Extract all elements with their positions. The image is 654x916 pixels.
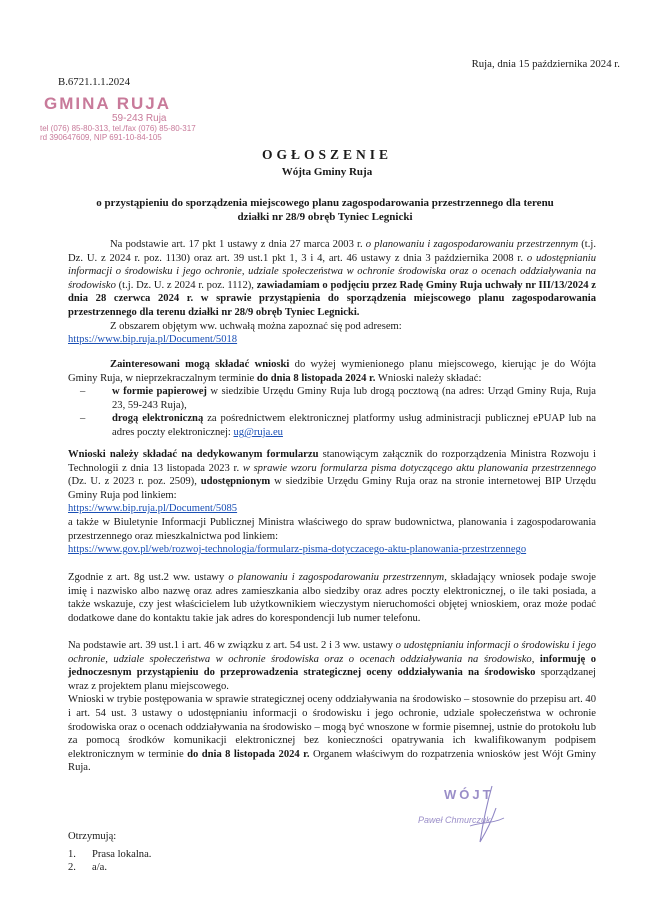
paragraph-submission [68, 358, 596, 440]
paragraph-form [68, 448, 596, 557]
deadline: do dnia 8 listopada 2024 r. [256, 372, 376, 384]
document-date: Ruja, dnia 15 października 2024 r. [471, 58, 620, 70]
text-run: Organem właściwym do rozpatrzenia wniosków jest Wójt Gminy Ruja. [68, 748, 596, 774]
text-run: , składający wniosek podaje swoje imię i nazwisko albo nazwę oraz adres zamieszkania albo siedziby oraz adres poczty elektronicznej, o ile taki posiada, a także wskazuje, czy jest właścicielem lub użytkownikiem wieczystym nieruchomości objętej wnioskiem, oraz może podać dodatkowe dane do kontaktu takie jak adres do korespondencji lub numer telefonu. [68, 572, 597, 624]
paragraph-applicant-data [68, 571, 596, 625]
stamp-name: GMINA RUJA [44, 94, 172, 113]
text-run: Z obszarem objętym ww. uchwałą można zapoznać się pod adresem: [110, 320, 402, 332]
emphasis: Zainteresowani mogą składać wnioski [110, 359, 290, 370]
regulation-title: w sprawie wzoru formularza pisma dotyczącego aktu planowania przestrzennego [242, 462, 596, 474]
text-run: do wyżej wymienionego planu miejscowego, kierując je do Wójta Gminy Ruja, w nieprzekraczalnym terminie [68, 359, 596, 384]
announcement-subject: o przystąpieniu do sporządzenia miejscowego planu zagospodarowania przestrzennego dla terenu działki nr 28/9 obręb Tyniec Legnicki [96, 197, 554, 223]
text-run: Na podstawie art. 39 ust.1 i art. 46 w związku z art. 54 ust. 2 i 3 ww. ustawy [68, 640, 396, 651]
emphasis: udostępnionym [200, 476, 271, 488]
bip-form-link[interactable]: https://www.bip.ruja.pl/Document/5085 [68, 503, 238, 515]
signature-title: WÓJT [444, 787, 494, 802]
submission-methods-list [68, 385, 596, 439]
text-run: Wnioski należy składać: [375, 372, 482, 384]
emphasis: w formie papierowej [112, 386, 207, 398]
paragraph-environmental [68, 639, 596, 775]
law-title: o udostępnianiu informacji o środowisku i jego ochronie, udziale społeczeństwa w ochronie środowiska oraz o ocenach oddziaływania na środowisko [68, 252, 596, 291]
notice-statement: zawiadamiam o podjęciu przez Radę Gminy Ruja uchwały nr III/13/2024 z dnia 28 czerwca 2024 r. w sprawie przystąpienia do sporządzenia miejscowego planu zagospodarowania przestrzennego dla terenu działki nr 28/9 obręb Tyniec Legnicki. [68, 279, 596, 318]
office-stamp [40, 94, 210, 142]
law-title: o planowaniu i zagospodarowaniu przestrzennym [228, 572, 445, 583]
page-subtitle: Wójta Gminy Ruja [281, 166, 373, 178]
text-run: (Dz. U. z 2023 r. poz. 2509), [68, 476, 201, 488]
text-run: (t.j. Dz. U. z 2024 r. poz. 1112), [115, 279, 257, 291]
dash-bullet: – [80, 386, 86, 398]
resolution-link[interactable]: https://www.bip.ruja.pl/Document/5018 [68, 334, 238, 346]
emphasis: Wnioski należy składać na dedykowanym formularzu [68, 449, 319, 460]
text-run: stanowiącym załącznik do rozporządzenia Ministra Rozwoju i Technologii z dnia 13 listopada 2023 r. [68, 449, 596, 474]
signature-name: Paweł Chmurczuk [418, 815, 491, 825]
gov-form-link[interactable]: https://www.gov.pl/web/rozwoj-technologia/formularz-pisma-dotyczacego-aktu-planowania-przestrzennego [68, 544, 527, 556]
paragraph-legal-basis [68, 238, 596, 347]
recipients-label: Otrzymują: [68, 831, 117, 842]
dash-bullet: – [80, 413, 86, 425]
text-run: Zgodnie z art. 8g ust.2 ww. ustawy [68, 572, 229, 583]
list-item [68, 412, 596, 439]
recipient-name: Prasa lokalna. [92, 848, 152, 860]
text-run: a także w Biuletynie Informacji Publicznej Ministra właściwego do spraw budownictwa, planowania i zagospodarowania przestrzennego oraz mieszkalnictwa pod linkiem: [68, 516, 596, 542]
recipients-section [68, 830, 268, 875]
law-title: o udostępnianiu informacji o środowisku i jego ochronie, udziale społeczeństwa w ochronie środowiska oraz o ocenach oddziaływania na środowisko [68, 640, 596, 665]
signature-stamp [400, 782, 580, 842]
text-run: , [531, 653, 540, 665]
recipients-list [68, 848, 268, 875]
law-title: o planowaniu i zagospodarowaniu przestrzennym [365, 239, 579, 250]
notice-statement: informuję o jednoczesnym przystąpieniu do przeprowadzenia strategicznej oceny oddziaływania na środowisko [68, 653, 596, 679]
case-reference: B.6721.1.1.2024 [58, 76, 130, 88]
text-run: Na podstawie art. 17 pkt 1 ustawy z dnia 27 marca 2003 r. [110, 239, 366, 250]
list-number: 2. [68, 862, 76, 874]
recipient-name: a/a. [92, 862, 107, 874]
list-item [68, 385, 596, 412]
text-run: (t.j. Dz. U. z 2024 r. poz. 1130) oraz art. 39 ust.1 pkt 1, 3 i 4, art. 46 ustawy z dnia 3 października 2008 r. [68, 239, 596, 264]
text-run: w siedzibie Urzędu Gminy Ruja oraz na stronie internetowej BIP Urzędu Gminy Ruja pod linkiem: [68, 476, 597, 501]
stamp-phone: tel (076) 85-80-313, tel./fax (076) 85-80-317 [40, 124, 196, 133]
list-item [68, 848, 268, 862]
text-run: sporządzanej wraz z projektem planu miejscowego. [68, 667, 596, 692]
list-number: 1. [68, 848, 76, 860]
email-link[interactable]: ug@ruja.eu [233, 426, 283, 438]
text-run: Wnioski w trybie postępowania w sprawie strategicznej oceny oddziaływania na środowisko – stosownie do przepisu art. 40 i art. 54 ust. 3 ustawy o udostępnianiu informacji o środowisku i jego ochronie, udziale społeczeństwa w ochronie środowiska oraz o ocenach oddziaływania na środowisko – mogą być wnoszone w formie pisemnej, ustnie do protokołu lub za pomocą środków komunikacji elektronicznej bez konieczności opatrywania ich kwalifikowanym podpisem elektronicznym w terminie [68, 694, 596, 760]
emphasis: drogą elektroniczną [112, 413, 204, 425]
stamp-ids: rd 390647609, NIP 691-10-84-105 [40, 133, 162, 142]
text-run: za pośrednictwem elektronicznej platformy usług administracji publicznej ePUAP lub na adres poczty elektronicznej: [112, 413, 596, 438]
page-title: OGŁOSZENIE [261, 147, 393, 162]
stamp-address: 59-243 Ruja [112, 113, 167, 124]
list-item [68, 861, 268, 875]
text-run: w siedzibie Urzędu Gminy Ruja lub drogą pocztową (na adres: Urząd Gminy Ruja, Ruja 23, 59-243 Ruja), [112, 386, 596, 411]
deadline: do dnia 8 listopada 2024 r. [187, 748, 310, 760]
